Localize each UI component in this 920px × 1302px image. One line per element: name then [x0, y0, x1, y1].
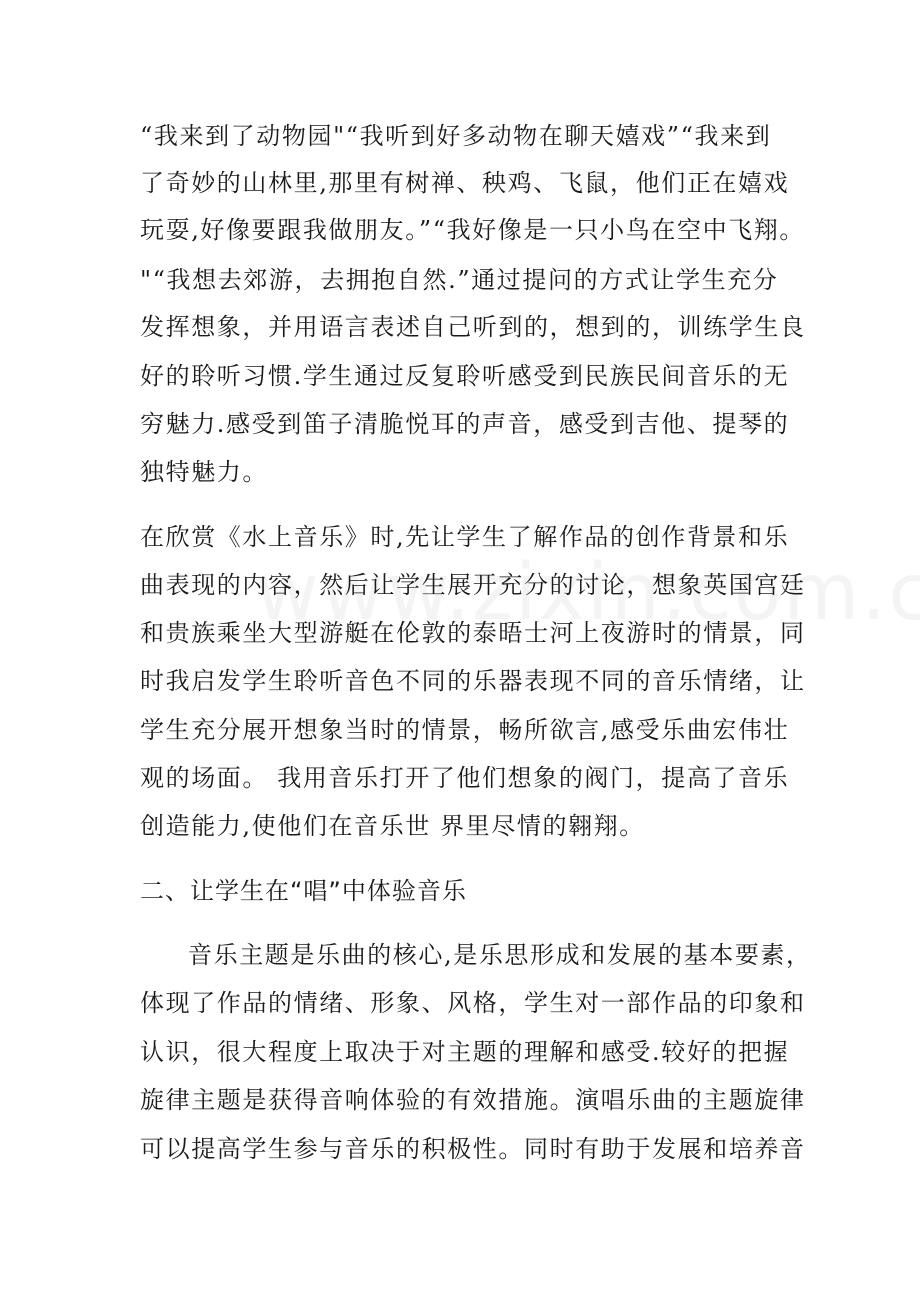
text-line: 音乐主题是乐曲的核心,是乐思形成和发展的基本要素， [188, 941, 812, 969]
text-line: 观的场面。 我用音乐打开了他们想象的阀门，提高了音乐 [140, 764, 790, 792]
text-line: 时我启发学生聆听音色不同的乐器表现不同的音乐情绪，让 [140, 667, 806, 695]
text-line: 创造能力,使他们在音乐世 界里尽情的翱翔。 [140, 812, 645, 840]
text-line: 穷魅力.感受到笛子清脆悦耳的声音，感受到吉他、提琴的 [140, 410, 790, 438]
text-line: 和贵族乘坐大型游艇在伦敦的泰晤士河上夜游时的情景，同 [140, 619, 806, 647]
text-line: 认识，很大程度上取决于对主题的理解和感受.较好的把握 [140, 1038, 790, 1066]
text-line: 曲表现的内容，然后让学生展开充分的讨论，想象英国宫廷 [140, 571, 806, 599]
text-line: "“我想去郊游，去拥抱自然.”通过提问的方式让学生充分 [140, 266, 779, 294]
text-line: 学生充分展开想象当时的情景，畅所欲言,感受乐曲宏伟壮 [140, 716, 790, 744]
text-line: 体现了作品的情绪、形象、风格，学生对一部作品的印象和 [140, 989, 806, 1017]
text-line: 了奇妙的山林里,那里有树禅、秧鸡、飞鼠，他们正在嬉戏 [140, 169, 790, 197]
text-line: 旋律主题是获得音响体验的有效措施。演唱乐曲的主题旋律 [140, 1086, 806, 1114]
text-line: 好的聆听习惯.学生通过反复聆听感受到民族民间音乐的无 [140, 362, 790, 390]
text-line: 玩耍,好像要跟我做朋友。”“我好像是一只小鸟在空中飞翔。 [140, 216, 805, 244]
text-line: 发挥想象，并用语言表述自己听到的，想到的，训练学生良 [140, 313, 806, 341]
text-line: 在欣赏《水上音乐》时,先让学生了解作品的创作背景和乐 [140, 523, 790, 551]
text-line: 独特魅力。 [140, 458, 268, 486]
text-line: 可以提高学生参与音乐的积极性。同时有助于发展和培养音 [140, 1135, 806, 1163]
text-line: “我来到了动物园"“我听到好多动物在聊天嬉戏”“我来到 [140, 122, 772, 150]
section-heading: 二、让学生在“唱”中体验音乐 [140, 877, 467, 905]
